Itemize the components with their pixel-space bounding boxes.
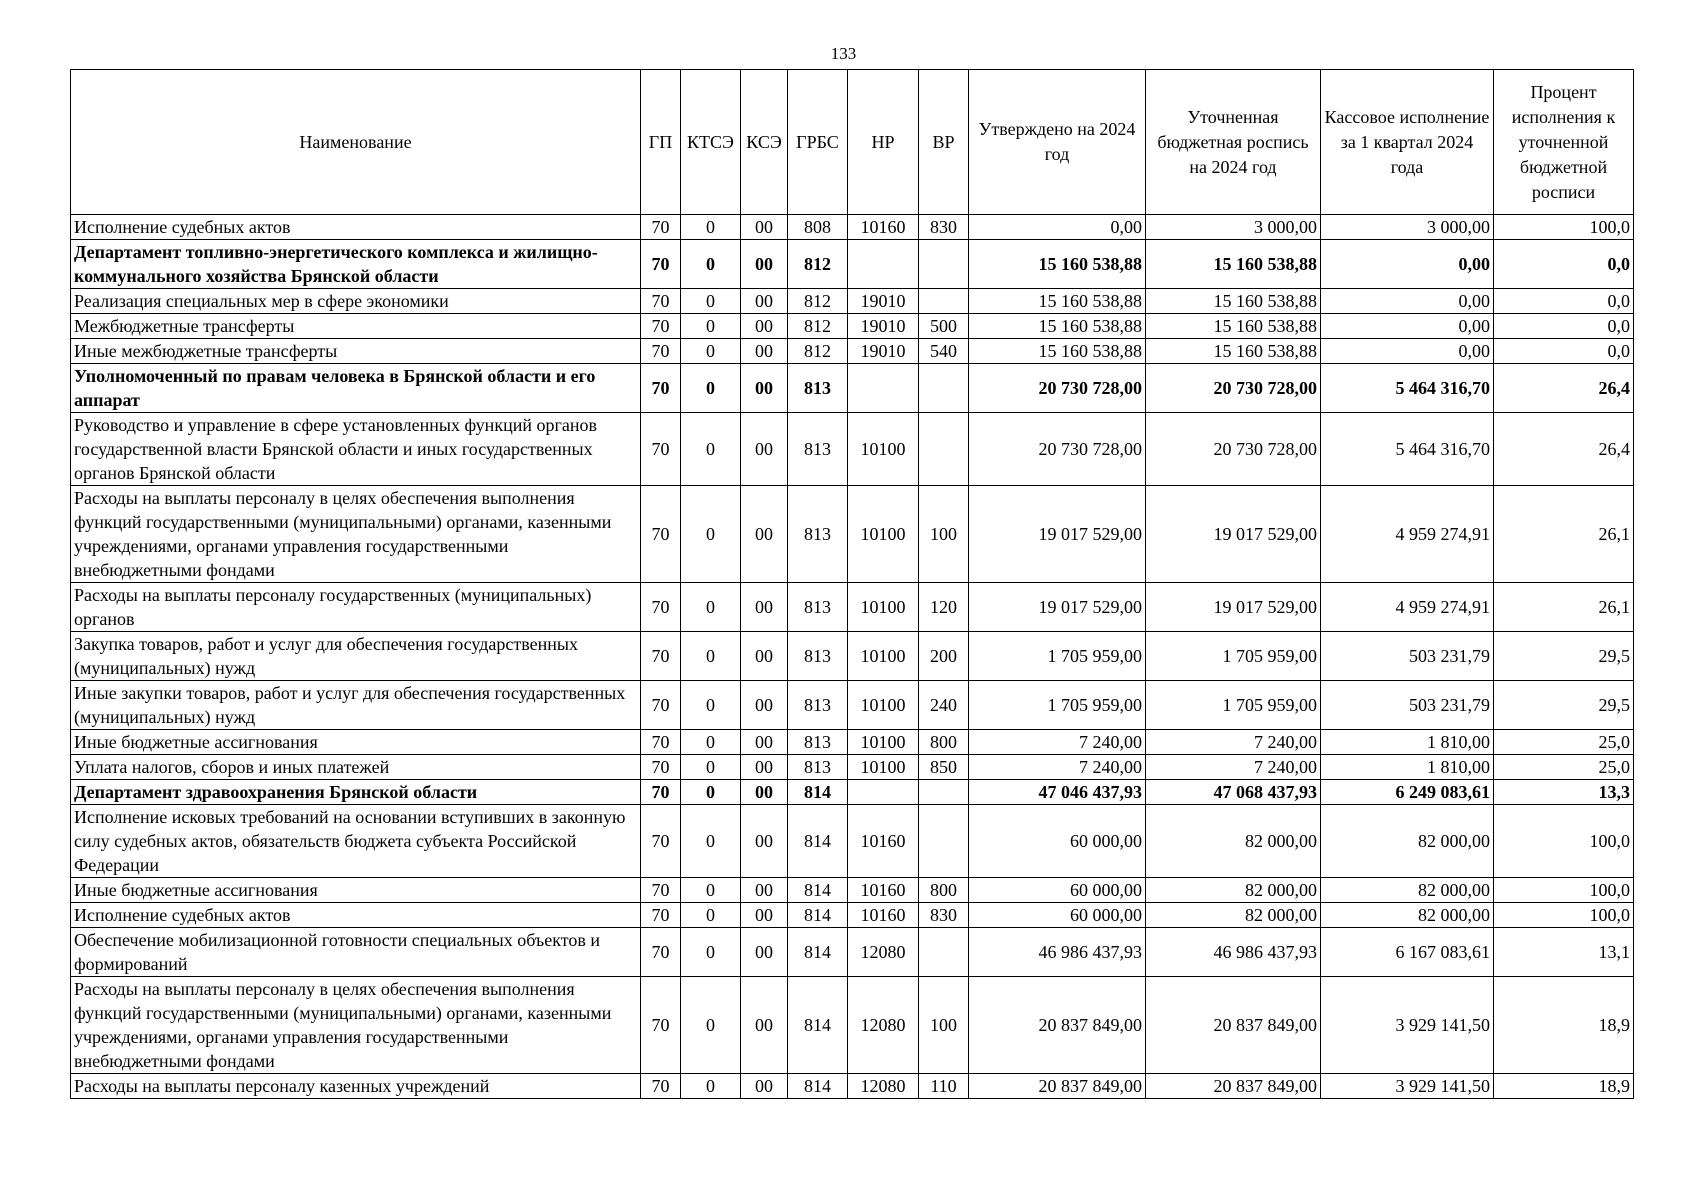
cell-kse: 00 bbox=[741, 977, 788, 1074]
cell-np: 10100 bbox=[848, 413, 919, 486]
cell-cash: 6 249 083,61 bbox=[1321, 780, 1494, 805]
cell-vr: 500 bbox=[919, 314, 969, 339]
cell-percent: 26,1 bbox=[1494, 583, 1634, 632]
cell-kse: 00 bbox=[741, 681, 788, 730]
cell-percent: 0,0 bbox=[1494, 339, 1634, 364]
cell-cash: 82 000,00 bbox=[1321, 903, 1494, 928]
cell-ktse: 0 bbox=[681, 977, 741, 1074]
cell-gp: 70 bbox=[641, 314, 681, 339]
cell-grbs: 813 bbox=[788, 364, 848, 413]
table-row bbox=[71, 730, 1634, 755]
cell-name: Департамент здравоохранения Брянской области bbox=[71, 780, 641, 805]
cell-gp: 70 bbox=[641, 289, 681, 314]
cell-vr bbox=[919, 289, 969, 314]
cell-approved: 1 705 959,00 bbox=[969, 632, 1146, 681]
table-body bbox=[71, 215, 1634, 1099]
cell-vr: 100 bbox=[919, 486, 969, 583]
cell-percent: 13,3 bbox=[1494, 780, 1634, 805]
cell-name: Обеспечение мобилизационной готовности специальных объектов и формирований bbox=[71, 928, 641, 977]
cell-vr: 110 bbox=[919, 1074, 969, 1099]
cell-percent: 100,0 bbox=[1494, 215, 1634, 240]
cell-kse: 00 bbox=[741, 486, 788, 583]
cell-cash: 0,00 bbox=[1321, 240, 1494, 289]
cell-refined: 19 017 529,00 bbox=[1146, 486, 1321, 583]
header-cash: Кассовое исполнение за 1 квартал 2024 года bbox=[1321, 70, 1494, 215]
cell-refined: 15 160 538,88 bbox=[1146, 314, 1321, 339]
cell-gp: 70 bbox=[641, 977, 681, 1074]
cell-refined: 7 240,00 bbox=[1146, 755, 1321, 780]
cell-kse: 00 bbox=[741, 413, 788, 486]
table-row bbox=[71, 314, 1634, 339]
cell-cash: 0,00 bbox=[1321, 289, 1494, 314]
cell-np: 10100 bbox=[848, 730, 919, 755]
cell-approved: 46 986 437,93 bbox=[969, 928, 1146, 977]
cell-grbs: 814 bbox=[788, 805, 848, 878]
table-row bbox=[71, 413, 1634, 486]
cell-grbs: 813 bbox=[788, 486, 848, 583]
cell-name: Иные бюджетные ассигнования bbox=[71, 730, 641, 755]
table-row bbox=[71, 903, 1634, 928]
cell-np: 10100 bbox=[848, 681, 919, 730]
cell-cash: 3 000,00 bbox=[1321, 215, 1494, 240]
table-row bbox=[71, 632, 1634, 681]
cell-refined: 47 068 437,93 bbox=[1146, 780, 1321, 805]
cell-np: 19010 bbox=[848, 314, 919, 339]
cell-approved: 0,00 bbox=[969, 215, 1146, 240]
cell-kse: 00 bbox=[741, 583, 788, 632]
table-row bbox=[71, 780, 1634, 805]
cell-name: Руководство и управление в сфере установленных функций органов государственной власти Брянской области и иных государственных органов Брянской области bbox=[71, 413, 641, 486]
cell-percent: 29,5 bbox=[1494, 632, 1634, 681]
cell-ktse: 0 bbox=[681, 878, 741, 903]
cell-kse: 00 bbox=[741, 1074, 788, 1099]
cell-np: 10100 bbox=[848, 583, 919, 632]
cell-name: Расходы на выплаты персоналу в целях обеспечения выполнения функций государственными (муниципальными) органами, казенными учреждениями, органами управления государственными внебюджетными фондами bbox=[71, 977, 641, 1074]
cell-grbs: 813 bbox=[788, 413, 848, 486]
cell-cash: 82 000,00 bbox=[1321, 805, 1494, 878]
cell-np bbox=[848, 240, 919, 289]
cell-np: 12080 bbox=[848, 928, 919, 977]
cell-kse: 00 bbox=[741, 903, 788, 928]
cell-refined: 7 240,00 bbox=[1146, 730, 1321, 755]
cell-gp: 70 bbox=[641, 878, 681, 903]
table-row bbox=[71, 977, 1634, 1074]
cell-vr bbox=[919, 928, 969, 977]
table-row bbox=[71, 805, 1634, 878]
cell-kse: 00 bbox=[741, 632, 788, 681]
header-ktse: КТСЭ bbox=[681, 70, 741, 215]
cell-vr bbox=[919, 780, 969, 805]
table-row bbox=[71, 215, 1634, 240]
cell-cash: 5 464 316,70 bbox=[1321, 413, 1494, 486]
cell-name: Межбюджетные трансферты bbox=[71, 314, 641, 339]
cell-np: 12080 bbox=[848, 1074, 919, 1099]
cell-grbs: 813 bbox=[788, 730, 848, 755]
cell-name: Иные закупки товаров, работ и услуг для обеспечения государственных (муниципальных) нужд bbox=[71, 681, 641, 730]
cell-cash: 4 959 274,91 bbox=[1321, 583, 1494, 632]
cell-ktse: 0 bbox=[681, 215, 741, 240]
cell-gp: 70 bbox=[641, 780, 681, 805]
cell-kse: 00 bbox=[741, 928, 788, 977]
cell-vr: 100 bbox=[919, 977, 969, 1074]
cell-name: Расходы на выплаты персоналу в целях обеспечения выполнения функций государственными (муниципальными) органами, казенными учреждениями, органами управления государственными внебюджетными фондами bbox=[71, 486, 641, 583]
cell-approved: 20 837 849,00 bbox=[969, 977, 1146, 1074]
cell-vr bbox=[919, 413, 969, 486]
cell-gp: 70 bbox=[641, 730, 681, 755]
cell-ktse: 0 bbox=[681, 730, 741, 755]
cell-gp: 70 bbox=[641, 681, 681, 730]
header-grbs: ГРБС bbox=[788, 70, 848, 215]
cell-grbs: 812 bbox=[788, 314, 848, 339]
cell-approved: 19 017 529,00 bbox=[969, 486, 1146, 583]
cell-kse: 00 bbox=[741, 240, 788, 289]
cell-approved: 60 000,00 bbox=[969, 878, 1146, 903]
cell-approved: 20 837 849,00 bbox=[969, 1074, 1146, 1099]
table-row bbox=[71, 364, 1634, 413]
cell-grbs: 814 bbox=[788, 1074, 848, 1099]
cell-ktse: 0 bbox=[681, 240, 741, 289]
cell-percent: 25,0 bbox=[1494, 730, 1634, 755]
cell-approved: 7 240,00 bbox=[969, 755, 1146, 780]
cell-cash: 0,00 bbox=[1321, 314, 1494, 339]
cell-cash: 1 810,00 bbox=[1321, 755, 1494, 780]
cell-vr bbox=[919, 240, 969, 289]
cell-percent: 0,0 bbox=[1494, 314, 1634, 339]
cell-percent: 18,9 bbox=[1494, 977, 1634, 1074]
cell-gp: 70 bbox=[641, 632, 681, 681]
cell-refined: 1 705 959,00 bbox=[1146, 632, 1321, 681]
cell-name: Расходы на выплаты персоналу казенных учреждений bbox=[71, 1074, 641, 1099]
cell-cash: 4 959 274,91 bbox=[1321, 486, 1494, 583]
header-row bbox=[71, 70, 1634, 215]
header-refined: Уточненная бюджетная роспись на 2024 год bbox=[1146, 70, 1321, 215]
cell-ktse: 0 bbox=[681, 364, 741, 413]
cell-np: 19010 bbox=[848, 289, 919, 314]
cell-percent: 26,1 bbox=[1494, 486, 1634, 583]
cell-np: 19010 bbox=[848, 339, 919, 364]
cell-ktse: 0 bbox=[681, 339, 741, 364]
header-percent: Процент исполнения к уточненной бюджетной росписи bbox=[1494, 70, 1634, 215]
cell-vr bbox=[919, 805, 969, 878]
cell-cash: 503 231,79 bbox=[1321, 632, 1494, 681]
cell-percent: 26,4 bbox=[1494, 364, 1634, 413]
cell-gp: 70 bbox=[641, 364, 681, 413]
cell-name: Уполномоченный по правам человека в Брянской области и его аппарат bbox=[71, 364, 641, 413]
cell-vr: 800 bbox=[919, 730, 969, 755]
cell-grbs: 814 bbox=[788, 903, 848, 928]
cell-gp: 70 bbox=[641, 486, 681, 583]
cell-refined: 15 160 538,88 bbox=[1146, 339, 1321, 364]
cell-ktse: 0 bbox=[681, 928, 741, 977]
cell-gp: 70 bbox=[641, 903, 681, 928]
cell-kse: 00 bbox=[741, 730, 788, 755]
cell-gp: 70 bbox=[641, 928, 681, 977]
cell-vr: 800 bbox=[919, 878, 969, 903]
cell-kse: 00 bbox=[741, 289, 788, 314]
header-approved: Утверждено на 2024 год bbox=[969, 70, 1146, 215]
cell-vr: 850 bbox=[919, 755, 969, 780]
cell-name: Расходы на выплаты персоналу государственных (муниципальных) органов bbox=[71, 583, 641, 632]
cell-vr: 540 bbox=[919, 339, 969, 364]
cell-refined: 3 000,00 bbox=[1146, 215, 1321, 240]
cell-ktse: 0 bbox=[681, 289, 741, 314]
cell-name: Реализация специальных мер в сфере экономики bbox=[71, 289, 641, 314]
header-gp: ГП bbox=[641, 70, 681, 215]
table-row bbox=[71, 486, 1634, 583]
cell-gp: 70 bbox=[641, 755, 681, 780]
cell-np: 10100 bbox=[848, 632, 919, 681]
cell-ktse: 0 bbox=[681, 583, 741, 632]
cell-ktse: 0 bbox=[681, 780, 741, 805]
cell-name: Иные межбюджетные трансферты bbox=[71, 339, 641, 364]
cell-np: 10100 bbox=[848, 486, 919, 583]
cell-name: Исполнение судебных актов bbox=[71, 903, 641, 928]
cell-kse: 00 bbox=[741, 364, 788, 413]
cell-np: 10160 bbox=[848, 878, 919, 903]
header-np: НР bbox=[848, 70, 919, 215]
cell-kse: 00 bbox=[741, 878, 788, 903]
table-row bbox=[71, 240, 1634, 289]
cell-cash: 0,00 bbox=[1321, 339, 1494, 364]
cell-percent: 25,0 bbox=[1494, 755, 1634, 780]
cell-grbs: 813 bbox=[788, 681, 848, 730]
cell-ktse: 0 bbox=[681, 486, 741, 583]
table-row bbox=[71, 755, 1634, 780]
cell-refined: 20 837 849,00 bbox=[1146, 1074, 1321, 1099]
cell-refined: 19 017 529,00 bbox=[1146, 583, 1321, 632]
table-row bbox=[71, 1074, 1634, 1099]
cell-refined: 20 837 849,00 bbox=[1146, 977, 1321, 1074]
cell-refined: 82 000,00 bbox=[1146, 903, 1321, 928]
cell-gp: 70 bbox=[641, 583, 681, 632]
cell-approved: 15 160 538,88 bbox=[969, 339, 1146, 364]
cell-grbs: 813 bbox=[788, 632, 848, 681]
cell-approved: 15 160 538,88 bbox=[969, 314, 1146, 339]
page-number: 133 bbox=[830, 44, 857, 63]
cell-gp: 70 bbox=[641, 339, 681, 364]
budget-table bbox=[70, 69, 1634, 1099]
cell-refined: 20 730 728,00 bbox=[1146, 413, 1321, 486]
table-row bbox=[71, 681, 1634, 730]
cell-ktse: 0 bbox=[681, 632, 741, 681]
cell-approved: 60 000,00 bbox=[969, 805, 1146, 878]
cell-vr: 830 bbox=[919, 903, 969, 928]
cell-grbs: 814 bbox=[788, 977, 848, 1074]
cell-approved: 60 000,00 bbox=[969, 903, 1146, 928]
cell-grbs: 813 bbox=[788, 583, 848, 632]
cell-cash: 503 231,79 bbox=[1321, 681, 1494, 730]
cell-np: 10100 bbox=[848, 755, 919, 780]
cell-percent: 18,9 bbox=[1494, 1074, 1634, 1099]
cell-cash: 1 810,00 bbox=[1321, 730, 1494, 755]
cell-refined: 20 730 728,00 bbox=[1146, 364, 1321, 413]
cell-name: Департамент топливно-энергетического комплекса и жилищно-коммунального хозяйства Брянской области bbox=[71, 240, 641, 289]
cell-grbs: 812 bbox=[788, 240, 848, 289]
table-row bbox=[71, 583, 1634, 632]
cell-cash: 3 929 141,50 bbox=[1321, 977, 1494, 1074]
cell-approved: 20 730 728,00 bbox=[969, 364, 1146, 413]
table-row bbox=[71, 289, 1634, 314]
cell-ktse: 0 bbox=[681, 903, 741, 928]
cell-vr: 830 bbox=[919, 215, 969, 240]
cell-percent: 29,5 bbox=[1494, 681, 1634, 730]
cell-vr bbox=[919, 364, 969, 413]
cell-kse: 00 bbox=[741, 339, 788, 364]
cell-np: 10160 bbox=[848, 215, 919, 240]
cell-name: Уплата налогов, сборов и иных платежей bbox=[71, 755, 641, 780]
cell-ktse: 0 bbox=[681, 681, 741, 730]
cell-gp: 70 bbox=[641, 413, 681, 486]
cell-kse: 00 bbox=[741, 215, 788, 240]
table-row bbox=[71, 878, 1634, 903]
cell-cash: 3 929 141,50 bbox=[1321, 1074, 1494, 1099]
cell-vr: 240 bbox=[919, 681, 969, 730]
cell-vr: 200 bbox=[919, 632, 969, 681]
cell-cash: 82 000,00 bbox=[1321, 878, 1494, 903]
table-row bbox=[71, 339, 1634, 364]
cell-grbs: 808 bbox=[788, 215, 848, 240]
cell-np: 12080 bbox=[848, 977, 919, 1074]
header-name: Наименование bbox=[71, 70, 641, 215]
cell-ktse: 0 bbox=[681, 413, 741, 486]
cell-refined: 1 705 959,00 bbox=[1146, 681, 1321, 730]
cell-percent: 0,0 bbox=[1494, 240, 1634, 289]
cell-percent: 13,1 bbox=[1494, 928, 1634, 977]
cell-percent: 100,0 bbox=[1494, 805, 1634, 878]
cell-approved: 20 730 728,00 bbox=[969, 413, 1146, 486]
cell-np bbox=[848, 364, 919, 413]
cell-ktse: 0 bbox=[681, 1074, 741, 1099]
cell-ktse: 0 bbox=[681, 805, 741, 878]
cell-grbs: 814 bbox=[788, 878, 848, 903]
cell-np: 10160 bbox=[848, 903, 919, 928]
cell-kse: 00 bbox=[741, 805, 788, 878]
cell-percent: 100,0 bbox=[1494, 903, 1634, 928]
cell-approved: 7 240,00 bbox=[969, 730, 1146, 755]
cell-approved: 15 160 538,88 bbox=[969, 289, 1146, 314]
cell-name: Закупка товаров, работ и услуг для обеспечения государственных (муниципальных) нужд bbox=[71, 632, 641, 681]
cell-kse: 00 bbox=[741, 314, 788, 339]
cell-grbs: 812 bbox=[788, 339, 848, 364]
cell-gp: 70 bbox=[641, 1074, 681, 1099]
cell-vr: 120 bbox=[919, 583, 969, 632]
cell-percent: 100,0 bbox=[1494, 878, 1634, 903]
table-row bbox=[71, 928, 1634, 977]
cell-grbs: 812 bbox=[788, 289, 848, 314]
cell-kse: 00 bbox=[741, 755, 788, 780]
cell-grbs: 814 bbox=[788, 780, 848, 805]
cell-ktse: 0 bbox=[681, 755, 741, 780]
cell-np: 10160 bbox=[848, 805, 919, 878]
cell-approved: 1 705 959,00 bbox=[969, 681, 1146, 730]
header-kse: КСЭ bbox=[741, 70, 788, 215]
cell-gp: 70 bbox=[641, 240, 681, 289]
cell-percent: 26,4 bbox=[1494, 413, 1634, 486]
cell-approved: 47 046 437,93 bbox=[969, 780, 1146, 805]
cell-percent: 0,0 bbox=[1494, 289, 1634, 314]
cell-gp: 70 bbox=[641, 215, 681, 240]
cell-name: Исполнение судебных актов bbox=[71, 215, 641, 240]
cell-approved: 19 017 529,00 bbox=[969, 583, 1146, 632]
cell-grbs: 814 bbox=[788, 928, 848, 977]
cell-refined: 15 160 538,88 bbox=[1146, 289, 1321, 314]
cell-grbs: 813 bbox=[788, 755, 848, 780]
header-vr: ВР bbox=[919, 70, 969, 215]
cell-refined: 15 160 538,88 bbox=[1146, 240, 1321, 289]
cell-cash: 5 464 316,70 bbox=[1321, 364, 1494, 413]
cell-name: Иные бюджетные ассигнования bbox=[71, 878, 641, 903]
cell-approved: 15 160 538,88 bbox=[969, 240, 1146, 289]
cell-refined: 82 000,00 bbox=[1146, 805, 1321, 878]
cell-np bbox=[848, 780, 919, 805]
cell-kse: 00 bbox=[741, 780, 788, 805]
cell-ktse: 0 bbox=[681, 314, 741, 339]
cell-gp: 70 bbox=[641, 805, 681, 878]
cell-name: Исполнение исковых требований на основании вступивших в законную силу судебных актов, обязательств бюджета субъекта Российской Федерации bbox=[71, 805, 641, 878]
cell-refined: 46 986 437,93 bbox=[1146, 928, 1321, 977]
cell-cash: 6 167 083,61 bbox=[1321, 928, 1494, 977]
cell-refined: 82 000,00 bbox=[1146, 878, 1321, 903]
